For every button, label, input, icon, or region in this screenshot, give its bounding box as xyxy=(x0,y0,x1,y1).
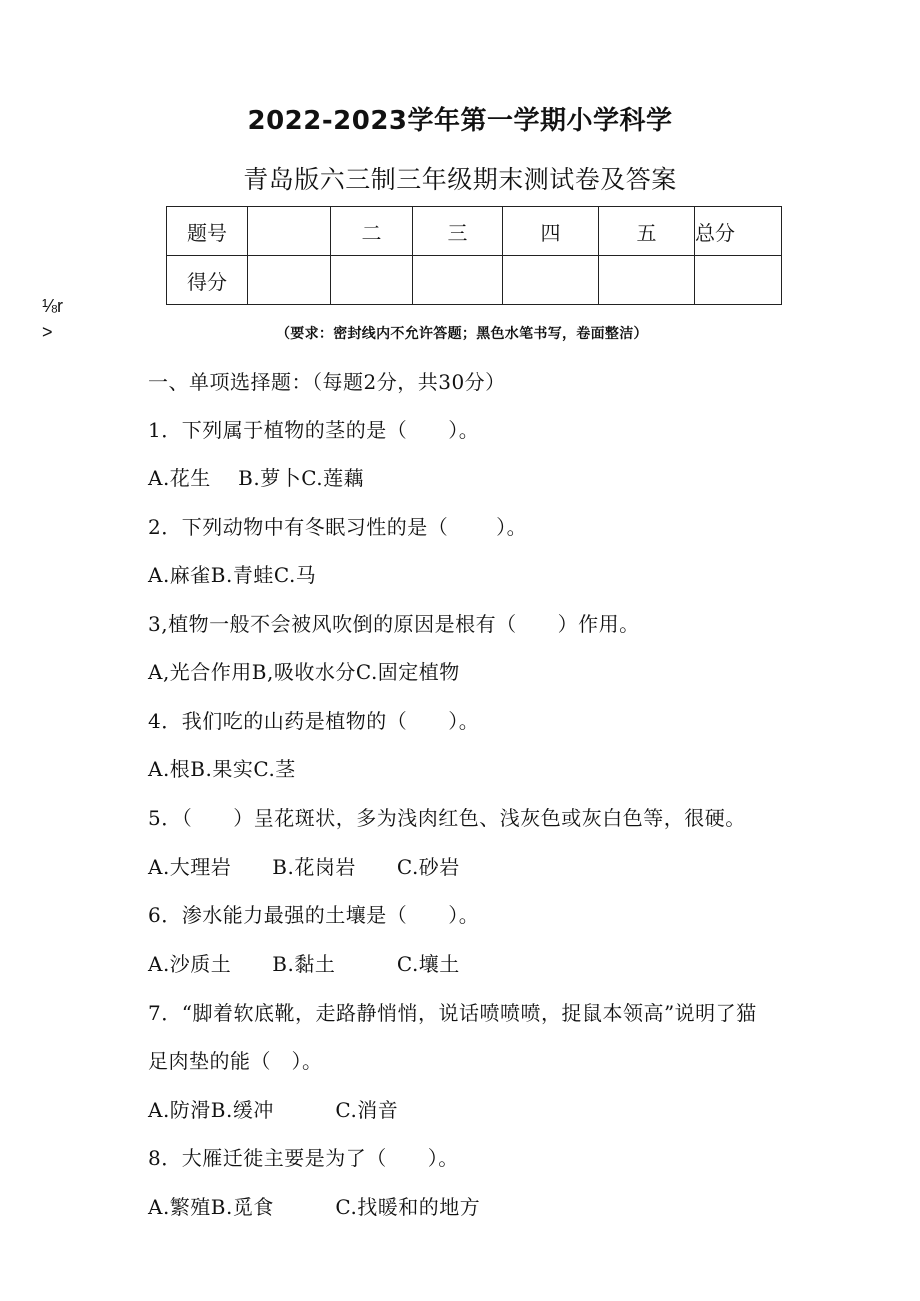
margin-mark: > xyxy=(42,322,53,342)
score-cell: 题号 xyxy=(167,207,248,256)
exam-instructions: （要求：密封线内不允许答题；黑色水笔书写，卷面整洁） xyxy=(276,326,648,342)
section-heading: 一、单项选择题：（每题2分，共30分） xyxy=(148,370,506,394)
question-text: 6．渗水能力最强的土壤是（ ）。 xyxy=(148,903,480,927)
score-cell: 五 xyxy=(599,207,695,256)
score-cell xyxy=(248,207,331,256)
question-text: 2．下列动物中有冬眠习性的是（ ）。 xyxy=(148,515,528,539)
answer-options: A.沙质土 B.黏土 C.壤土 xyxy=(148,952,460,976)
score-cell: 四 xyxy=(503,207,599,256)
answer-options: A.大理岩 B.花岗岩 C.砂岩 xyxy=(148,855,460,879)
question-text: 4．我们吃的山药是植物的（ ）。 xyxy=(148,709,480,733)
answer-options: A.根B.果实C.茎 xyxy=(148,757,296,781)
answer-options: A,光合作用B,吸收水分C.固定植物 xyxy=(148,660,460,684)
exam-title-line1: 2022-2023学年第一学期小学科学 xyxy=(247,106,673,136)
score-cell xyxy=(248,256,331,305)
question-text: 1．下列属于植物的茎的是（ ）。 xyxy=(148,418,480,442)
score-cell xyxy=(331,256,413,305)
answer-options: A.繁殖B.觅食 C.找暖和的地方 xyxy=(148,1195,481,1219)
question-text-continued: 足肉垫的能（ ）。 xyxy=(148,1049,323,1073)
question-text: 7．“脚着软底靴，走路静悄悄，说话喷喷喷，捉鼠本领高”说明了猫 xyxy=(148,1001,757,1025)
answer-options: A.花生 B.萝卜C.莲藕 xyxy=(148,466,365,490)
answer-options: A.防滑B.缓冲 C.消音 xyxy=(148,1098,399,1122)
exam-title-line2: 青岛版六三制三年级期末测试卷及答案 xyxy=(243,165,677,194)
question-text: 5．（ ）呈花斑状，多为浅肉红色、浅灰色或灰白色等，很硬。 xyxy=(148,806,746,830)
answer-options: A.麻雀B.青蛙C.马 xyxy=(148,563,317,587)
score-table xyxy=(166,206,782,305)
score-table-score-row xyxy=(167,256,782,305)
score-cell xyxy=(503,256,599,305)
score-cell xyxy=(599,256,695,305)
score-cell: 总分 xyxy=(695,207,782,256)
score-cell xyxy=(695,256,782,305)
score-cell xyxy=(413,256,503,305)
question-text: 8．大雁迁徙主要是为了（ ）。 xyxy=(148,1146,459,1170)
score-cell: 三 xyxy=(413,207,503,256)
score-table-header-row xyxy=(167,207,782,256)
score-cell: 二 xyxy=(331,207,413,256)
question-text: 3,植物一般不会被风吹倒的原因是根有（ ）作用。 xyxy=(148,612,640,636)
margin-mark: ⅛r xyxy=(42,296,64,316)
score-cell: 得分 xyxy=(167,256,248,305)
